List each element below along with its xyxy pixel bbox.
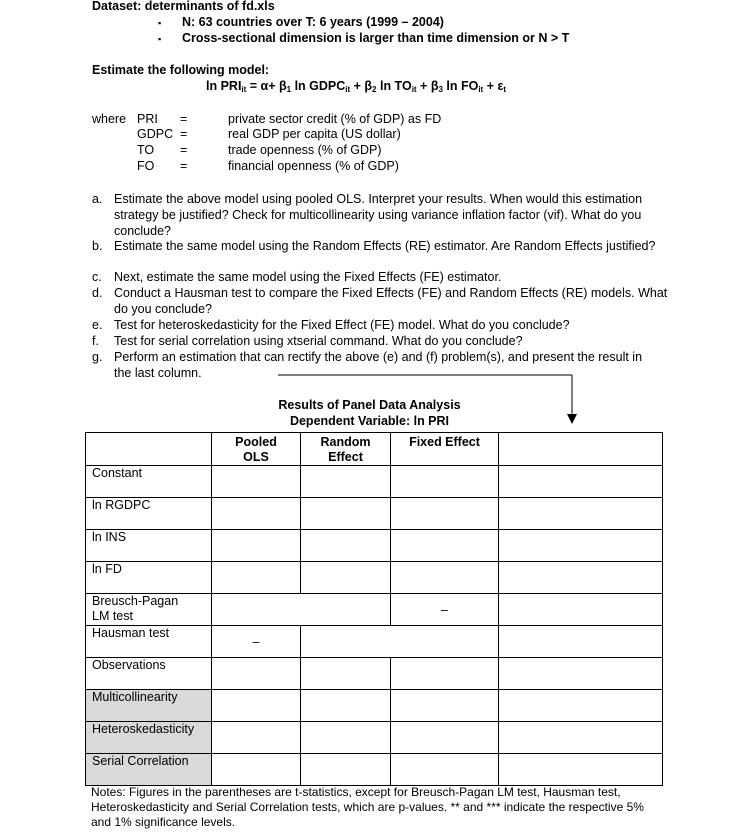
table-header-row (86, 433, 663, 466)
results-table (85, 432, 663, 786)
row-label-breusch-pagan: Breusch-Pagan LM test (86, 594, 212, 626)
table-row (86, 498, 663, 530)
table-row (86, 722, 663, 754)
var-eq: = (180, 127, 188, 141)
row-label: ln FD (86, 562, 212, 594)
question-d (92, 285, 672, 317)
dataset-label: Dataset: determinants of fd.xls (92, 0, 275, 13)
question-letter: d. (92, 286, 103, 300)
var-def-to: trade openness (% of GDP) (228, 143, 382, 157)
question-b (92, 238, 672, 254)
header-random-effect: Random Effect (301, 433, 391, 466)
question-text: Test for serial correlation using xtserial command. What do you conclude? (114, 334, 523, 348)
question-c (92, 269, 672, 285)
header-last-column (499, 433, 663, 466)
question-text: Estimate the above model using pooled OLS. Interpret your results. When would this estimation strategy be justified? Check for multicollinearity using variance inflation factor (vif). What do you conclude? (114, 192, 643, 238)
table-title: Results of Panel Data Analysis (278, 398, 461, 412)
var-eq: = (180, 143, 188, 157)
row-label: Constant (86, 466, 212, 498)
row-label: Heteroskedasticity (86, 722, 212, 754)
where-label: where (92, 112, 127, 126)
question-text: Next, estimate the same model using the Fixed Effects (FE) estimator. (114, 270, 502, 284)
table-row (86, 594, 663, 626)
row-label: Observations (86, 658, 212, 690)
bullet-1-text: N: 63 countries over T: 6 years (1999 – 2004) (182, 15, 444, 29)
header-empty-cell (86, 433, 212, 466)
question-text: Test for heteroskedasticity for the Fixed Effect (FE) model. What do you conclude? (114, 318, 570, 332)
bullet-2-text: Cross-sectional dimension is larger than time dimension or N > T (182, 31, 570, 45)
var-name-to: TO (137, 143, 155, 157)
table-row (86, 466, 663, 498)
header-pooled-ols: Pooled OLS (212, 433, 301, 466)
question-letter: e. (92, 318, 103, 332)
var-def-pri: private sector credit (% of GDP) as FD (228, 112, 442, 126)
row-label: ln INS (86, 530, 212, 562)
table-row (86, 658, 663, 690)
var-name-fo: FO (137, 159, 155, 173)
bullet-2 (158, 31, 570, 45)
var-def-gdpc: real GDP per capita (US dollar) (228, 127, 401, 141)
question-letter: c. (92, 270, 102, 284)
row-label: ln RGDPC (86, 498, 212, 530)
table-row (86, 690, 663, 722)
bullet-dot-icon: ▪ (158, 18, 162, 28)
row-label: Serial Correlation (86, 754, 212, 786)
question-letter: a. (92, 192, 103, 206)
header-fixed-effect: Fixed Effect (391, 433, 499, 466)
table-row (86, 626, 663, 658)
bullet-dot-icon: ▪ (158, 34, 162, 44)
model-heading: Estimate the following model: (92, 63, 270, 77)
table-subtitle: Dependent Variable: ln PRI (289, 414, 450, 428)
table-row (86, 754, 663, 786)
question-letter: b. (92, 239, 103, 253)
question-text: Perform an estimation that can rectify the above (e) and (f) problem(s), and present the result in the last column. (114, 350, 643, 380)
var-name-pri: PRI (137, 112, 158, 126)
question-letter: g. (92, 350, 103, 364)
question-text: Estimate the same model using the Random Effects (RE) estimator. Are Random Effects justified? (114, 239, 656, 253)
dash-cell: – (212, 626, 301, 658)
question-f (92, 333, 672, 349)
var-eq: = (180, 112, 188, 126)
question-text: Conduct a Hausman test to compare the Fixed Effects (FE) and Random Effects (RE) models. What do you conclude? (114, 286, 668, 316)
table-row (86, 530, 663, 562)
model-equation: $\ln PRI_{it} = \alpha+ \beta_1$ $\ln GDPC_{it} + \beta_2$ $\ln TO_{it} + \beta_3$ $\ln FO_{it} + \varepsilon_t$ (206, 79, 507, 94)
bullet-1 (158, 15, 444, 29)
row-label: Multicollinearity (86, 690, 212, 722)
table-row (86, 562, 663, 594)
var-eq: = (180, 159, 188, 173)
table-notes: Notes: Figures in the parentheses are t-statistics, except for Breusch-Pagan LM test, Hausman test, Heteroskedasticity and Serial Correlation tests, which are p-values. ** and *** indicate the respective 5% and 1% significance levels. (91, 785, 644, 829)
question-a (92, 191, 672, 239)
var-name-gdpc: GDPC (137, 127, 174, 141)
question-letter: f. (92, 334, 99, 348)
question-e (92, 317, 672, 333)
row-label: Hausman test (86, 626, 212, 658)
var-def-fo: financial openness (% of GDP) (228, 159, 399, 173)
dash-cell: – (391, 594, 499, 626)
